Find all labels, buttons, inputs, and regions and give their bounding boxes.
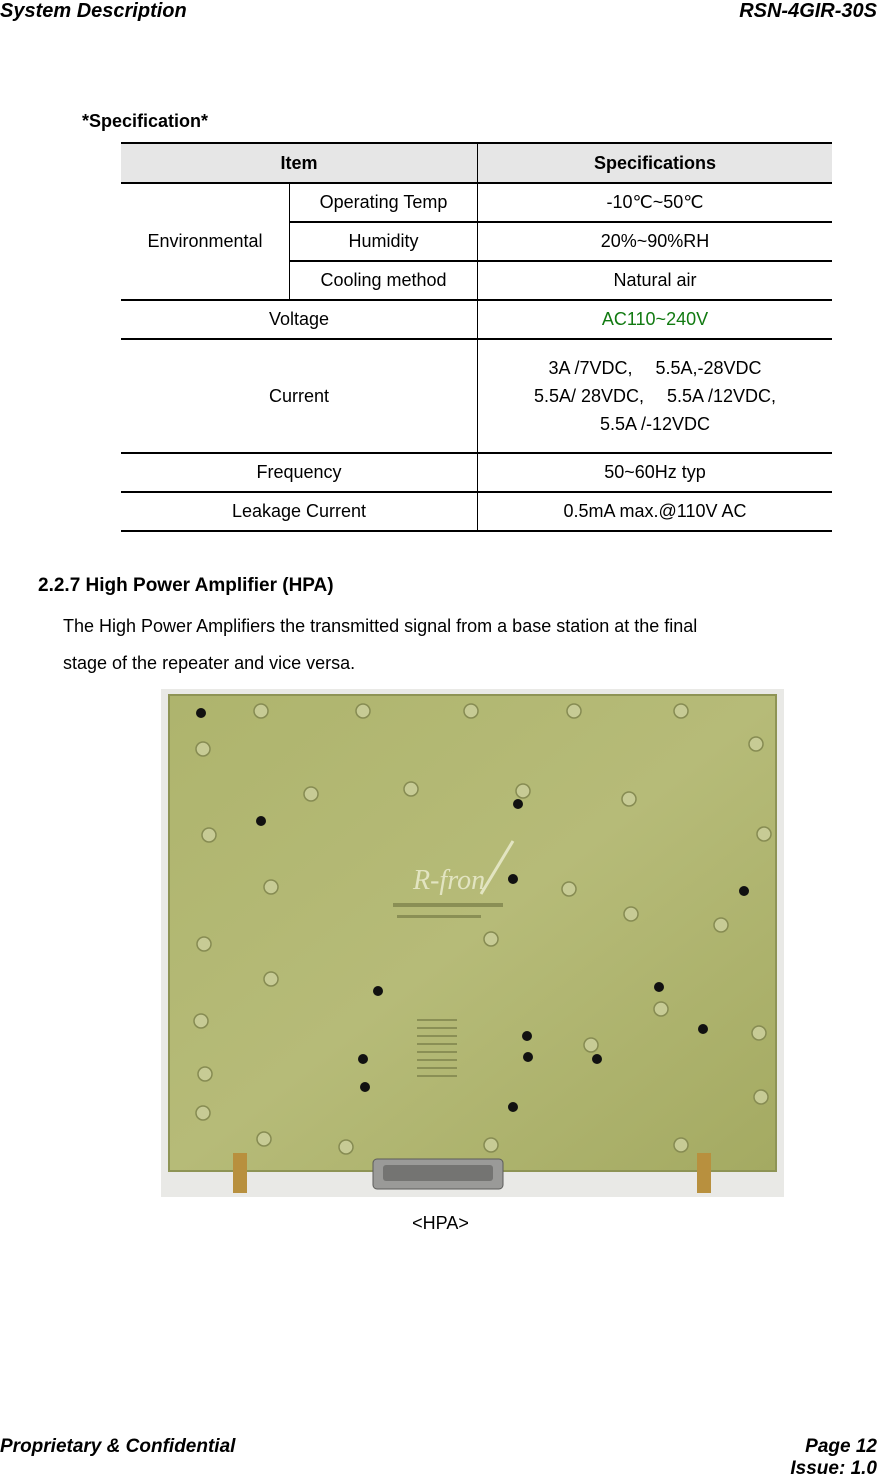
screw-head — [264, 880, 278, 894]
screw-head — [624, 907, 638, 921]
mount-hole — [522, 1031, 532, 1041]
voltage-value: AC110~240V — [478, 300, 833, 339]
screw-head — [264, 972, 278, 986]
humidity-value: 20%~90%RH — [478, 222, 833, 261]
screw-head — [567, 704, 581, 718]
mount-hole — [196, 708, 206, 718]
screw-head — [484, 1138, 498, 1152]
mount-hole — [360, 1082, 370, 1092]
screw-head — [674, 1138, 688, 1152]
col-item-header: Item — [121, 143, 478, 183]
screw-head — [584, 1038, 598, 1052]
mount-hole — [508, 1102, 518, 1112]
screw-head — [304, 787, 318, 801]
current-line-3: 5.5A /-12VDC — [599, 414, 711, 434]
env-cell: Environmental — [121, 183, 290, 300]
mount-hole — [358, 1054, 368, 1064]
screw-head — [257, 1132, 271, 1146]
table-row — [121, 492, 832, 531]
paragraph-line-1: The High Power Amplifiers the transmitted signal from a base station at the final — [63, 616, 698, 636]
mount-hole — [523, 1052, 533, 1062]
footer-issue: Issue: 1.0 — [790, 1458, 877, 1479]
leakage-value: 0.5mA max.@110V AC — [478, 492, 833, 531]
hpa-photo — [161, 689, 784, 1197]
screw-head — [714, 918, 728, 932]
table-row — [121, 300, 832, 339]
footer-page-info — [790, 1436, 877, 1480]
screw-head — [749, 737, 763, 751]
cooling-value: Natural air — [478, 261, 833, 300]
current-value — [478, 339, 833, 453]
mount-hole — [698, 1024, 708, 1034]
frequency-label: Frequency — [121, 453, 478, 492]
screw-head — [194, 1014, 208, 1028]
header-doc-title: System Description — [0, 0, 187, 22]
voltage-label: Voltage — [121, 300, 478, 339]
mount-hole — [373, 986, 383, 996]
screw-head — [562, 882, 576, 896]
humidity-label: Humidity — [290, 222, 478, 261]
screw-head — [202, 828, 216, 842]
screw-head — [339, 1140, 353, 1154]
screw-head — [754, 1090, 768, 1104]
leakage-label: Leakage Current — [121, 492, 478, 531]
cooling-label: Cooling method — [290, 261, 478, 300]
screw-head — [196, 742, 210, 756]
screw-head — [356, 704, 370, 718]
screw-head — [757, 827, 771, 841]
section-paragraph — [63, 608, 843, 682]
frequency-value: 50~60Hz typ — [478, 453, 833, 492]
screw-head — [197, 937, 211, 951]
current-label: Current — [121, 339, 478, 453]
header-model: RSN-4GIR-30S — [739, 0, 877, 22]
mount-hole — [739, 886, 749, 896]
current-line-1: 3A /7VDC, 5.5A,-28VDC — [548, 358, 762, 378]
mount-hole — [256, 816, 266, 826]
screw-head — [654, 1002, 668, 1016]
table-row — [121, 183, 832, 222]
screw-head — [752, 1026, 766, 1040]
current-line-2: 5.5A/ 28VDC, 5.5A /12VDC, — [533, 386, 777, 406]
paragraph-line-2: stage of the repeater and vice versa. — [63, 653, 356, 673]
screw-head — [198, 1067, 212, 1081]
screw-head — [464, 704, 478, 718]
spec-table — [121, 142, 832, 532]
screw-head — [622, 792, 636, 806]
screw-head — [404, 782, 418, 796]
table-header-row — [121, 143, 832, 183]
footer-page-number: Page 12 — [805, 1436, 877, 1457]
mount-hole — [654, 982, 664, 992]
screw-head — [254, 704, 268, 718]
footer-confidential: Proprietary & Confidential — [0, 1436, 236, 1457]
mount-hole — [513, 799, 523, 809]
screw-head — [674, 704, 688, 718]
figure-caption: <HPA> — [412, 1213, 469, 1233]
table-row — [121, 339, 832, 453]
section-title: 2.2.7 High Power Amplifier (HPA) — [38, 575, 334, 596]
op-temp-label: Operating Temp — [290, 183, 478, 222]
col-spec-header: Specifications — [478, 143, 833, 183]
spec-title: *Specification* — [82, 111, 209, 131]
screw-head — [516, 784, 530, 798]
screw-head — [196, 1106, 210, 1120]
photo-logo-text: R-fron — [413, 865, 486, 896]
mount-hole — [508, 874, 518, 884]
op-temp-value: -10℃~50℃ — [478, 183, 833, 222]
screw-head — [484, 932, 498, 946]
table-row — [121, 453, 832, 492]
mount-hole — [592, 1054, 602, 1064]
